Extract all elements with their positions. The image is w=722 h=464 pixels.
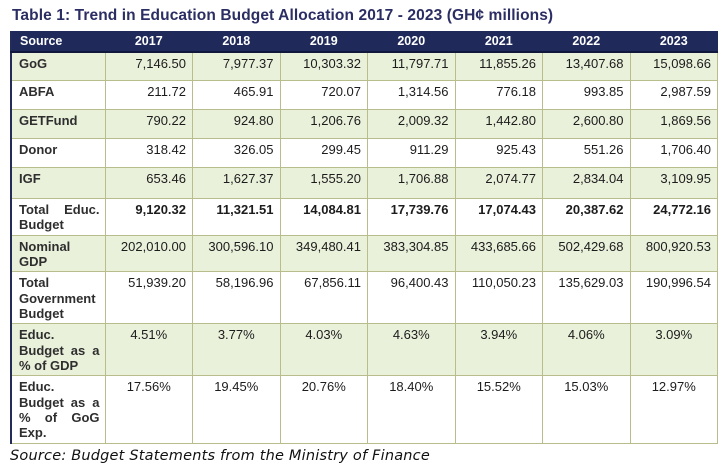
- table-row: [11, 81, 718, 110]
- data-cell: 349,480.41: [280, 235, 368, 272]
- data-cell: 20.76%: [280, 376, 368, 443]
- data-cell: 383,304.85: [368, 235, 456, 272]
- data-cell: 2,987.59: [630, 81, 718, 110]
- data-cell: 2,834.04: [543, 168, 631, 199]
- column-header-2018: 2018: [193, 32, 281, 52]
- data-cell: 9,120.32: [105, 199, 193, 236]
- data-cell: 15.03%: [543, 376, 631, 443]
- data-cell: 3.77%: [193, 324, 281, 376]
- data-cell: 776.18: [455, 81, 543, 110]
- data-cell: 11,321.51: [193, 199, 281, 236]
- data-cell: 12.97%: [630, 376, 718, 443]
- data-cell: 299.45: [280, 139, 368, 168]
- data-cell: 51,939.20: [105, 272, 193, 324]
- row-label: Nominal GDP: [11, 235, 105, 272]
- data-cell: 1,442.80: [455, 110, 543, 139]
- data-cell: 433,685.66: [455, 235, 543, 272]
- data-cell: 14,084.81: [280, 199, 368, 236]
- table-row: [11, 272, 718, 324]
- table-row: [11, 199, 718, 236]
- row-label: Total Educ. Budget: [11, 199, 105, 236]
- data-cell: 20,387.62: [543, 199, 631, 236]
- column-header-2020: 2020: [368, 32, 456, 52]
- data-cell: 4.51%: [105, 324, 193, 376]
- data-cell: 326.05: [193, 139, 281, 168]
- table-row: [11, 376, 718, 443]
- data-cell: 190,996.54: [630, 272, 718, 324]
- table-row: [11, 110, 718, 139]
- table-row: [11, 324, 718, 376]
- header-row: [11, 32, 718, 52]
- data-cell: 790.22: [105, 110, 193, 139]
- data-cell: 653.46: [105, 168, 193, 199]
- data-cell: 720.07: [280, 81, 368, 110]
- data-cell: 1,314.56: [368, 81, 456, 110]
- table-row: [11, 139, 718, 168]
- data-cell: 1,706.40: [630, 139, 718, 168]
- row-label: ABFA: [11, 81, 105, 110]
- data-cell: 502,429.68: [543, 235, 631, 272]
- data-cell: 2,074.77: [455, 168, 543, 199]
- data-cell: 4.63%: [368, 324, 456, 376]
- column-header-source: Source: [11, 32, 105, 52]
- data-cell: 925.43: [455, 139, 543, 168]
- data-cell: 2,600.80: [543, 110, 631, 139]
- table-row: [11, 52, 718, 81]
- data-cell: 17.56%: [105, 376, 193, 443]
- table-header: [11, 32, 718, 52]
- data-cell: 10,303.32: [280, 52, 368, 81]
- row-label: GoG: [11, 52, 105, 81]
- data-cell: 924.80: [193, 110, 281, 139]
- column-header-2019: 2019: [280, 32, 368, 52]
- data-cell: 110,050.23: [455, 272, 543, 324]
- table-row: [11, 235, 718, 272]
- data-cell: 551.26: [543, 139, 631, 168]
- row-label: Educ. Budget as a % of GoG Exp.: [11, 376, 105, 443]
- data-cell: 1,627.37: [193, 168, 281, 199]
- data-cell: 911.29: [368, 139, 456, 168]
- data-cell: 1,706.88: [368, 168, 456, 199]
- table-body: [11, 52, 718, 444]
- data-cell: 2,009.32: [368, 110, 456, 139]
- column-header-2023: 2023: [630, 32, 718, 52]
- row-label: GETFund: [11, 110, 105, 139]
- column-header-2017: 2017: [105, 32, 193, 52]
- data-cell: 18.40%: [368, 376, 456, 443]
- row-label: Donor: [11, 139, 105, 168]
- data-cell: 15,098.66: [630, 52, 718, 81]
- data-cell: 318.42: [105, 139, 193, 168]
- row-label: Educ. Budget as a % of GDP: [11, 324, 105, 376]
- education-budget-table: [10, 31, 718, 444]
- column-header-2021: 2021: [455, 32, 543, 52]
- data-cell: 4.06%: [543, 324, 631, 376]
- table-row: [11, 168, 718, 199]
- data-cell: 211.72: [105, 81, 193, 110]
- data-cell: 67,856.11: [280, 272, 368, 324]
- data-cell: 17,739.76: [368, 199, 456, 236]
- column-header-2022: 2022: [543, 32, 631, 52]
- row-label: IGF: [11, 168, 105, 199]
- data-cell: 300,596.10: [193, 235, 281, 272]
- data-cell: 465.91: [193, 81, 281, 110]
- table-title: Table 1: Trend in Education Budget Allocation 2017 - 2023 (GH¢ millions): [12, 7, 554, 24]
- data-cell: 17,074.43: [455, 199, 543, 236]
- data-cell: 3,109.95: [630, 168, 718, 199]
- data-cell: 202,010.00: [105, 235, 193, 272]
- data-cell: 15.52%: [455, 376, 543, 443]
- data-cell: 96,400.43: [368, 272, 456, 324]
- data-cell: 993.85: [543, 81, 631, 110]
- data-cell: 11,797.71: [368, 52, 456, 81]
- data-cell: 3.09%: [630, 324, 718, 376]
- data-cell: 4.03%: [280, 324, 368, 376]
- data-cell: 11,855.26: [455, 52, 543, 81]
- data-cell: 7,977.37: [193, 52, 281, 81]
- data-cell: 24,772.16: [630, 199, 718, 236]
- data-cell: 1,206.76: [280, 110, 368, 139]
- data-cell: 3.94%: [455, 324, 543, 376]
- data-cell: 58,196.96: [193, 272, 281, 324]
- data-cell: 7,146.50: [105, 52, 193, 81]
- data-cell: 19.45%: [193, 376, 281, 443]
- data-cell: 1,555.20: [280, 168, 368, 199]
- data-cell: 135,629.03: [543, 272, 631, 324]
- source-note: Source: Budget Statements from the Ministry of Finance: [10, 447, 430, 464]
- data-cell: 1,869.56: [630, 110, 718, 139]
- data-cell: 800,920.53: [630, 235, 718, 272]
- data-cell: 13,407.68: [543, 52, 631, 81]
- row-label: Total Government Budget: [11, 272, 105, 324]
